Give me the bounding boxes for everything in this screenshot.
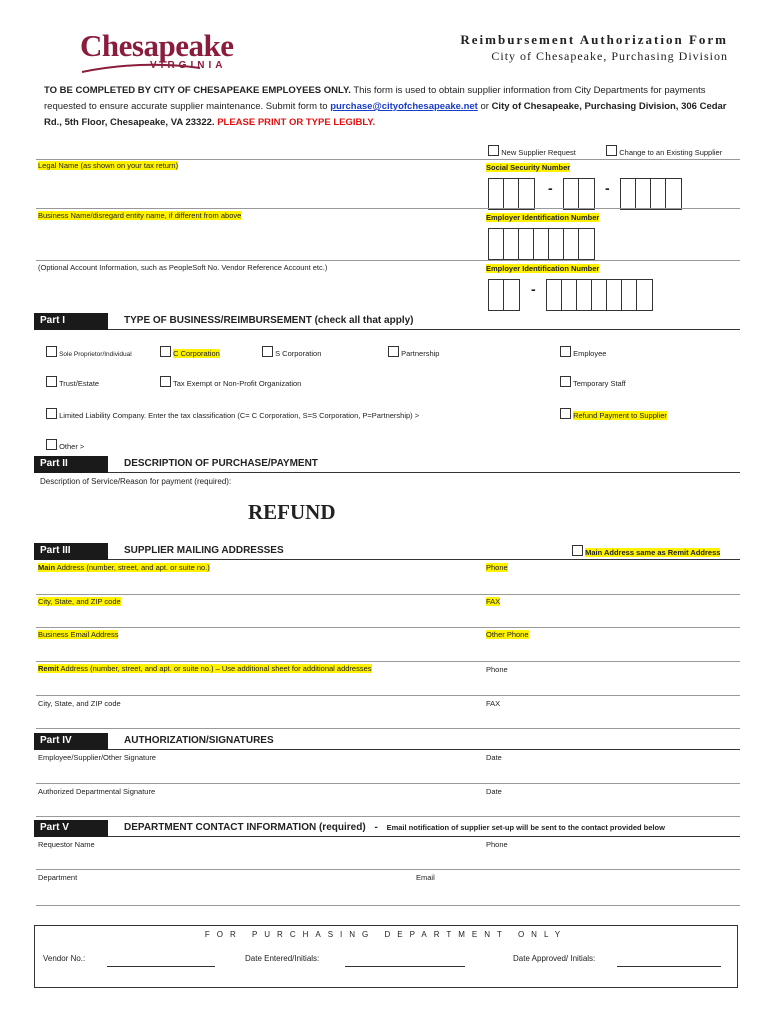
new-supplier-option[interactable] xyxy=(488,145,576,157)
logo-main-text: Chesapeake xyxy=(80,28,234,63)
sole-checkbox[interactable] xyxy=(46,346,57,357)
scorp-option[interactable] xyxy=(262,346,321,358)
main-address-bold: Main xyxy=(38,563,56,572)
part5-title-text: DEPARTMENT CONTACT INFORMATION (required) xyxy=(124,822,366,833)
ssn-dash: - xyxy=(548,180,553,196)
date1-label: Date xyxy=(486,753,502,762)
part5-note: Email notification of supplier set-up will be sent to the contact provided below xyxy=(386,823,665,832)
ccorp-label: C Corporation xyxy=(173,349,220,358)
intro-paragraph xyxy=(44,83,734,131)
taxexempt-checkbox[interactable] xyxy=(160,376,171,387)
email-label: Business Email Address xyxy=(38,630,119,639)
business-name-label: Business Name/disregard entity name, if different from above xyxy=(38,211,242,220)
department-label: Department xyxy=(38,873,78,882)
description-label: Description of Service/Reason for payment (required): xyxy=(40,477,232,486)
same-address-option[interactable] xyxy=(572,545,720,557)
same-address-label: Main Address same as Remit Address xyxy=(585,548,721,557)
part3-title: SUPPLIER MAILING ADDRESSES xyxy=(124,545,284,556)
sole-option[interactable] xyxy=(46,346,132,358)
part2-title: DESCRIPTION OF PURCHASE/PAYMENT xyxy=(124,458,318,469)
part4-label: Part IV xyxy=(34,733,108,750)
change-supplier-label: Change to an Existing Supplier xyxy=(619,148,723,157)
part5-dash: - xyxy=(374,822,378,833)
signature2-label: Authorized Departmental Signature xyxy=(38,787,156,796)
part3-label: Part III xyxy=(34,543,108,560)
part2-label: Part II xyxy=(34,456,108,473)
llc-label: Limited Liability Company. Enter the tax classification (C= C Corporation, S=S Corporation, P=Partnership) > xyxy=(59,411,420,420)
submit-email-link[interactable]: purchase@cityofchesapeake.net xyxy=(330,101,478,112)
temp-option[interactable] xyxy=(560,376,626,388)
main-address-rest: Address (number, street, and apt. or suite no.) xyxy=(55,563,210,572)
ein-input-2b[interactable] xyxy=(546,279,653,311)
part4-title: AUTHORIZATION/SIGNATURES xyxy=(124,735,274,746)
partnership-label: Partnership xyxy=(401,349,440,358)
form-subtitle: City of Chesapeake, Purchasing Division xyxy=(491,49,728,63)
change-supplier-checkbox[interactable] xyxy=(606,145,617,156)
remit-address-rest: Address (number, street, and apt. or suite no.) – Use additional sheet for additional addresses xyxy=(58,664,372,673)
part5-title xyxy=(124,822,665,833)
remit-address-label xyxy=(38,664,372,673)
logo xyxy=(80,28,233,71)
description-value[interactable]: REFUND xyxy=(248,500,336,524)
vendor-no-label: Vendor No.: xyxy=(43,954,86,963)
part1-label: Part I xyxy=(34,313,108,330)
date2-label: Date xyxy=(486,787,502,796)
logo-sub-text: VIRGINIA xyxy=(150,60,227,71)
ccorp-option[interactable] xyxy=(160,346,220,358)
ein-input-1[interactable] xyxy=(488,228,595,260)
intro-text2: or xyxy=(477,101,492,112)
taxexempt-option[interactable] xyxy=(160,376,301,388)
ssn-input-part3[interactable] xyxy=(620,178,682,210)
other-option[interactable] xyxy=(46,439,84,451)
employee-label: Employee xyxy=(573,349,607,358)
trust-checkbox[interactable] xyxy=(46,376,57,387)
ssn-input-part2[interactable] xyxy=(563,178,595,210)
legal-name-label: Legal Name (as shown on your tax return) xyxy=(38,161,179,170)
ssn-dash: - xyxy=(605,180,610,196)
vendor-no-line[interactable] xyxy=(107,966,215,967)
date-entered-line[interactable] xyxy=(345,966,465,967)
purchasing-only-heading: FOR PURCHASING DEPARTMENT ONLY xyxy=(204,930,568,939)
fax2-label: FAX xyxy=(486,699,501,708)
city1-label: City, State, and ZIP code xyxy=(38,597,121,606)
form-title: Reimbursement Authorization Form xyxy=(460,32,728,47)
taxexempt-label: Tax Exempt or Non-Profit Organization xyxy=(172,379,302,388)
temp-label: Temporary Staff xyxy=(572,379,626,388)
print-warning: PLEASE PRINT OR TYPE LEGIBLY. xyxy=(217,117,376,128)
temp-checkbox[interactable] xyxy=(560,376,571,387)
logo-swoosh-icon xyxy=(80,62,230,76)
refund-supplier-checkbox[interactable] xyxy=(560,408,571,419)
intro-lead: TO BE COMPLETED BY CITY OF CHESAPEAKE EMPLOYEES ONLY. xyxy=(44,85,351,96)
new-supplier-label: New Supplier Request xyxy=(501,148,576,157)
scorp-checkbox[interactable] xyxy=(262,346,273,357)
trust-option[interactable] xyxy=(46,376,99,388)
date-entered-label: Date Entered/Initials: xyxy=(245,954,320,963)
trust-label: Trust/Estate xyxy=(58,379,100,388)
sole-label: Sole Proprietor/Individual xyxy=(59,351,132,358)
other-label: Other > xyxy=(59,442,85,451)
llc-checkbox[interactable] xyxy=(46,408,57,419)
partnership-checkbox[interactable] xyxy=(388,346,399,357)
ssn-input-part1[interactable] xyxy=(488,178,535,210)
ein-label-2: Employer Identification Number xyxy=(486,264,600,273)
llc-option[interactable] xyxy=(46,408,419,420)
fax1-label: FAX xyxy=(486,597,501,606)
other-phone-label: Other Phone xyxy=(486,630,529,639)
ein-label-1: Employer Identification Number xyxy=(486,213,600,222)
phone2-label: Phone xyxy=(486,665,508,674)
ein-dash: - xyxy=(531,281,536,297)
contact-email-label: Email xyxy=(416,873,435,882)
intro-address: City of Chesapeake, Purchasing Division, 306 Cedar Rd., 5th Floor, Chesapeake, VA 23322. xyxy=(44,101,727,128)
signature1-label: Employee/Supplier/Other Signature xyxy=(38,753,156,762)
same-address-checkbox[interactable] xyxy=(572,545,583,556)
contact-phone-label: Phone xyxy=(486,840,508,849)
optional-account-label: (Optional Account Information, such as PeopleSoft No. Vendor Reference Account etc.) xyxy=(38,263,328,272)
refund-supplier-option[interactable] xyxy=(560,408,667,420)
employee-checkbox[interactable] xyxy=(560,346,571,357)
intro-text1: This form is used to obtain supplier information from City Departments for payments requested to ensure accurate supplier maintenance. Submit form to xyxy=(44,85,706,112)
new-supplier-checkbox[interactable] xyxy=(488,145,499,156)
city2-label: City, State, and ZIP code xyxy=(38,699,121,708)
phone1-label: Phone xyxy=(486,563,508,572)
requestor-label: Requestor Name xyxy=(38,840,95,849)
refund-supplier-label: Refund Payment to Supplier xyxy=(573,411,667,420)
ssn-label: Social Security Number xyxy=(486,163,571,172)
ccorp-checkbox[interactable] xyxy=(160,346,171,357)
part5-label: Part V xyxy=(34,820,108,837)
employee-option[interactable] xyxy=(560,346,606,358)
partnership-option[interactable] xyxy=(388,346,439,358)
ein-input-2a[interactable] xyxy=(488,279,520,311)
remit-address-bold: Remit xyxy=(38,664,59,673)
scorp-label: S Corporation xyxy=(275,349,322,358)
change-supplier-option[interactable] xyxy=(606,145,722,157)
other-checkbox[interactable] xyxy=(46,439,57,450)
date-approved-label: Date Approved/ Initials: xyxy=(513,954,596,963)
main-address-label xyxy=(38,563,210,572)
part1-title: TYPE OF BUSINESS/REIMBURSEMENT (check all that apply) xyxy=(124,315,414,326)
purchasing-only-box xyxy=(34,925,738,988)
date-approved-line[interactable] xyxy=(617,966,721,967)
